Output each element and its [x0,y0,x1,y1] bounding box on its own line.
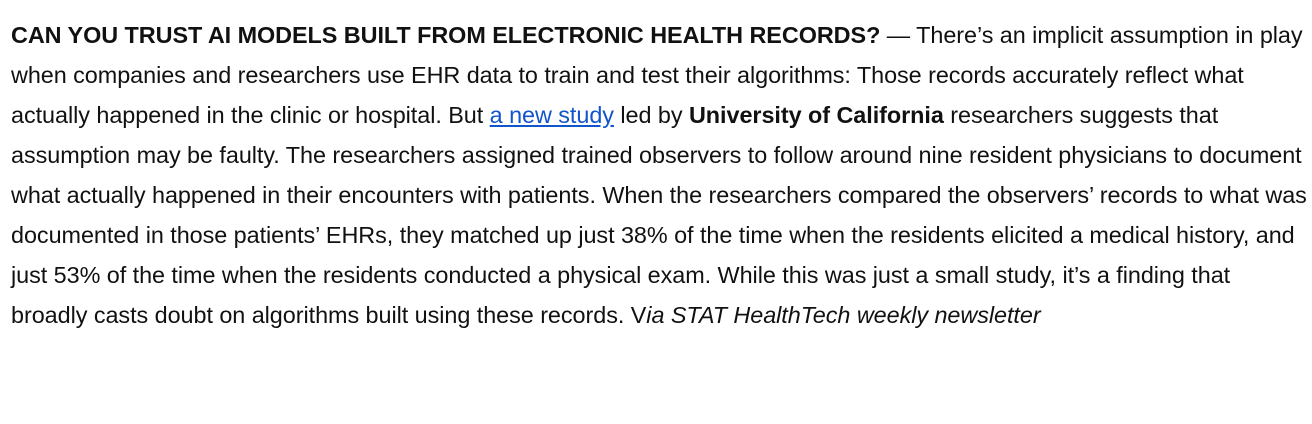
institution-name: University of California [688,102,944,128]
body-text-main: researchers suggests that assumption may be faulty. The researchers assigned trained observers to follow around nine resident physicians to document what actually happened in their encounters with patients. When the researchers compared the observers’ records to what was documented in those patients’ EHRs, they matched up just 38% of the time when the residents elicited a medical history, and just 53% of the time when the residents conducted a physical exam. While this was just a small study, it’s a finding that broadly casts doubt on algorithms built using these records. V [11,102,1307,328]
source-attribution: ia STAT HealthTech weekly newsletter [646,302,1041,328]
body-text-intro: There’s an implicit assumption in play when companies and researchers use EHR data to train and test their algorithms: Those records accurately reflect what actually happened in the clinic or hospital. But [11,22,1303,128]
newsletter-item [11,15,1307,335]
em-dash: — [880,22,917,48]
headline: CAN YOU TRUST AI MODELS BUILT FROM ELECTRONIC HEALTH RECORDS? [11,22,881,48]
body-text-led-by: led by [613,102,689,128]
study-link[interactable]: a new study [489,102,614,128]
